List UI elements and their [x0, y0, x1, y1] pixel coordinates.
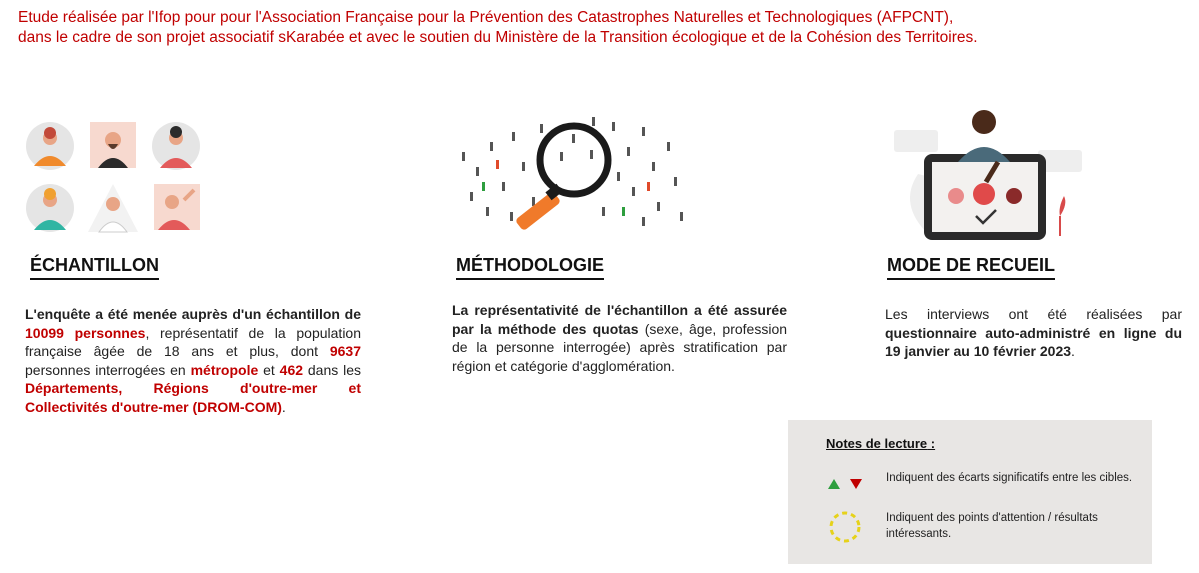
sample-size-drom: 462: [279, 361, 304, 378]
echantillon-desc: , représentatif de la population française âgée de 18 ans et plus, dont: [25, 324, 362, 359]
metropole-label: métropole: [190, 361, 259, 378]
header-line-2: dans le cadre de son projet associatif sKarabée et avec le soutien du Ministère de la Transition écologique et de la Cohésion des Territoires.: [18, 29, 978, 46]
triangle-down-icon: [850, 479, 862, 489]
echantillon-heading: ÉCHANTILLON: [30, 255, 159, 280]
echantillon-desc-2: personnes interrogées en: [25, 361, 186, 378]
methodologie-text: [452, 301, 787, 375]
recueil-heading: MODE DE RECUEIL: [887, 255, 1055, 280]
note-significant-gaps: Indiquent des écarts significatifs entre les cibles.: [886, 472, 1133, 484]
echantillon-text: [25, 305, 361, 416]
methodologie-bold: La représentativité de l'échantillon a été assurée par la méthode des quotas: [452, 302, 787, 337]
sample-size-total: 10099 personnes: [25, 324, 146, 341]
methodologie-heading: MÉTHODOLOGIE: [456, 255, 604, 280]
triangle-up-icon: [828, 479, 840, 489]
dashed-circle-icon: [828, 510, 862, 544]
recueil-method: questionnaire auto-administré en ligne du 19 janvier au 10 février 2023: [885, 324, 1182, 359]
echantillon-intro: L'enquête a été menée auprès d'un échantillon de: [25, 306, 361, 322]
recueil-intro: Les interviews ont été réalisées par: [885, 306, 1182, 322]
recueil-text: [885, 305, 1182, 361]
sample-size-metro: 9637: [329, 343, 361, 359]
study-header: [18, 8, 1183, 48]
reading-notes-title-colon: :: [927, 436, 936, 451]
magnifier-crowd-illustration: [452, 112, 692, 230]
people-avatars-illustration: [24, 120, 204, 236]
note-attention-points: Indiquent des points d'attention / résultats intéressants.: [886, 512, 1098, 540]
reading-notes-panel: [788, 420, 1152, 564]
online-survey-illustration: [888, 104, 1088, 244]
methodologie-rest: (sexe, âge, profession de la personne interrogée) après stratification par région et catégorie d'agglomération.: [452, 320, 788, 374]
header-line-1: Etude réalisée par l'Ifop pour pour l'Association Française pour la Prévention des Catastrophes Naturelles et Technologiques (AFPCNT),: [18, 9, 954, 26]
drom-com-label: Départements, Régions d'outre-mer et Collectivités d'outre-mer (DROM-COM): [25, 380, 361, 415]
reading-notes-title-text: Notes de lecture: [826, 436, 928, 451]
reading-notes-title: [826, 436, 935, 451]
echantillon-dans-les: dans les: [307, 361, 362, 378]
recueil-period: .: [1071, 343, 1075, 359]
echantillon-and: et: [263, 361, 275, 378]
echantillon-period: .: [281, 398, 286, 415]
